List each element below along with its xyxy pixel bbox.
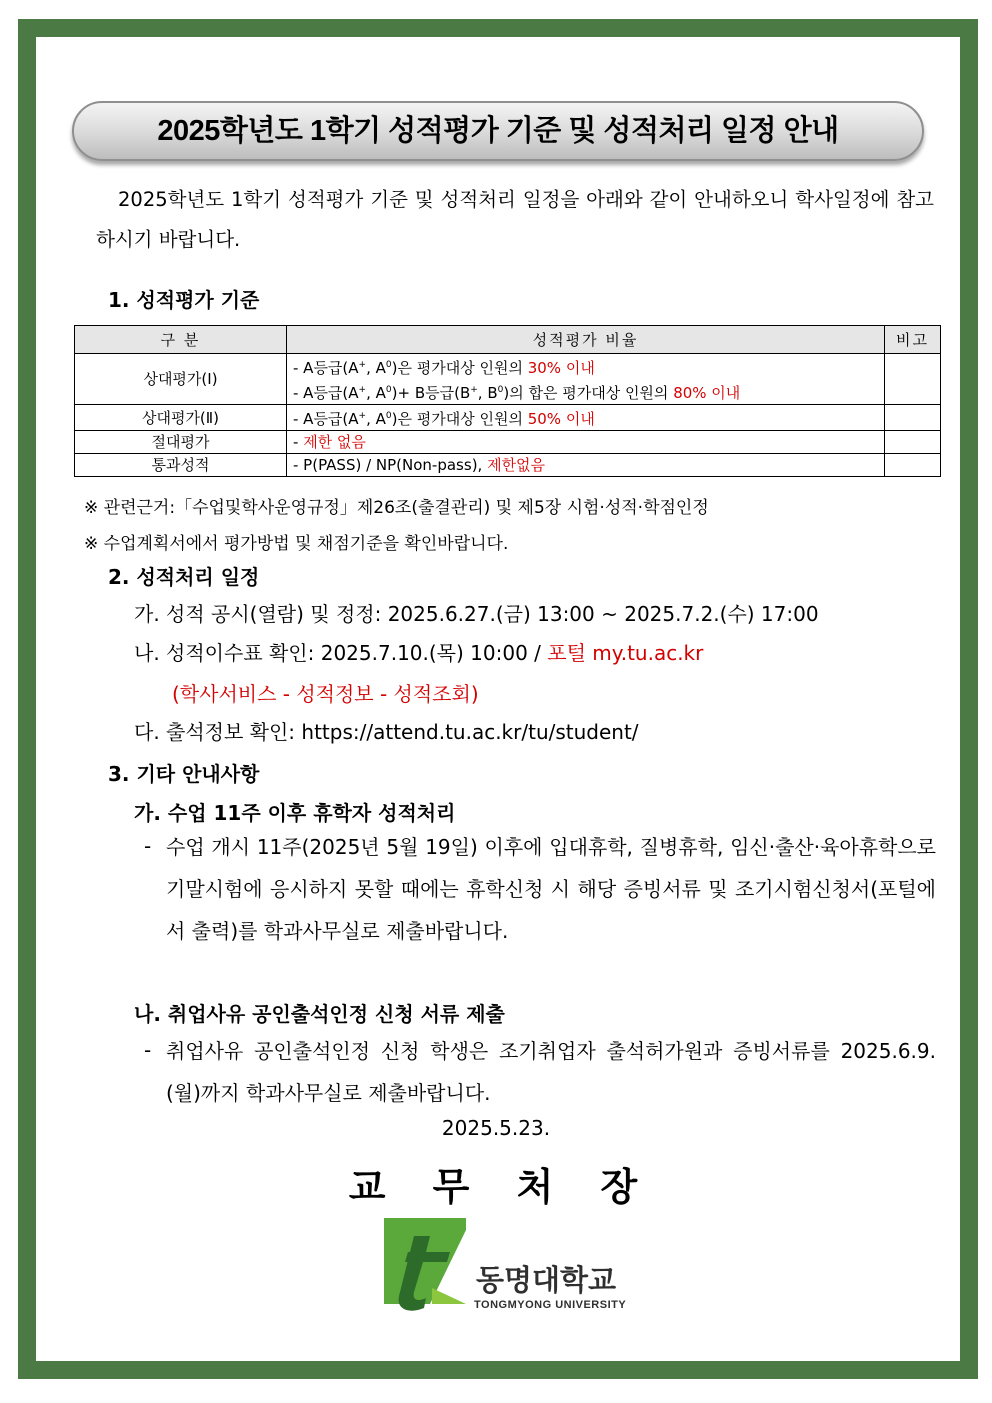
table-row xyxy=(75,431,941,454)
title-banner xyxy=(72,101,924,161)
row-category: 상대평가(Ⅰ) xyxy=(75,354,287,405)
intro-paragraph: 2025학년도 1학기 성적평가 기준 및 성적처리 일정을 아래와 같이 안내하오니 학사일정에 참고하시기 바랍니다. xyxy=(96,188,934,251)
portal-menu-path: (학사서비스 - 성적정보 - 성적조회) xyxy=(172,682,479,706)
table-row xyxy=(75,405,941,431)
schedule-attendance-check: 다. 출석정보 확인: https://attend.tu.ac.kr/tu/student/ xyxy=(134,720,639,744)
section3-na-text: 취업사유 공인출석인정 신청 학생은 조기취업자 출석허가원과 증빙서류를 2025.6.9.(월)까지 학과사무실로 제출바랍니다. xyxy=(166,1039,936,1105)
row-ratio: - A등급(A+, $A^0$)은 평가대상 인원의 50% 이내 xyxy=(287,405,885,431)
section1-heading: 1. 성적평가 기준 xyxy=(108,288,260,312)
header-ratio: 성적평가 비율 xyxy=(287,326,885,354)
header-remark: 비고 xyxy=(885,326,941,354)
row-remark xyxy=(885,431,941,454)
logo-name-english: TONGMYONG UNIVERSITY xyxy=(474,1299,627,1311)
header-category: 구 분 xyxy=(75,326,287,354)
row-remark xyxy=(885,405,941,431)
notice-date: 2025.5.23. xyxy=(441,1116,551,1140)
page-title: 2025학년도 1학기 성적평가 기준 및 성적처리 일정 안내 xyxy=(157,115,839,147)
note-syllabus: ※ 수업계획서에서 평가방법 및 채점기준을 확인바랍니다. xyxy=(84,534,509,554)
row-category: 상대평가(Ⅱ) xyxy=(75,405,287,431)
row-remark xyxy=(885,354,941,405)
dash-marker: - xyxy=(144,834,152,858)
section3-na-title: 나. 취업사유 공인출석인정 신청 서류 제출 xyxy=(134,1002,505,1026)
row-category: 통과성적 xyxy=(75,454,287,477)
section3-ga-text: 수업 개시 11주(2025년 5월 19일) 이후에 입대휴학, 질병휴학, 임신·출산·육아휴학으로 기말시험에 응시하지 못할 때에는 휴학신청 시 해당 증빙서류 및 조기시험신청서(포털에서 출력)를 학과사무실로 제출바랍니다. xyxy=(166,835,936,943)
row-remark xyxy=(885,454,941,477)
section2-heading: 2. 성적처리 일정 xyxy=(108,565,260,589)
ratio-line: - A등급(A+, $A^0$)은 평가대상 인원의 30% 이내 xyxy=(293,359,595,377)
table-header-row xyxy=(75,326,941,354)
grade-criteria-table xyxy=(74,325,941,477)
ratio-line: - A등급(A+, $A^0)+ B$등급(B+, $B^0$)의 합은 평가대상 인원의 80% 이내 xyxy=(293,384,741,402)
dash-marker: - xyxy=(144,1038,152,1062)
schedule-grade-posting: 가. 성적 공시(열람) 및 정정: 2025.6.27.(금) 13:00 ~ 2025.7.2.(수) 17:00 xyxy=(134,602,819,626)
schedule-transcript-check: 나. 성적이수표 확인: 2025.7.10.(목) 10:00 / 포털 my.tu.ac.kr xyxy=(134,641,704,665)
table-row xyxy=(75,454,941,477)
section3-heading: 3. 기타 안내사항 xyxy=(108,762,260,786)
note-legal-basis: ※ 관련근거:「수업및학사운영규정」제26조(출결관리) 및 제5장 시험·성적·학점인정 xyxy=(84,498,709,518)
section3-ga-title: 가. 수업 11주 이후 휴학자 성적처리 xyxy=(134,801,456,825)
logo-name-korean: 동명대학교 xyxy=(476,1263,617,1297)
row-ratio: - 제한 없음 xyxy=(287,431,885,454)
portal-link[interactable]: 포털 my.tu.ac.kr xyxy=(547,641,704,665)
row-ratio xyxy=(287,354,885,405)
issuer-office: 교 무 처 장 xyxy=(348,1165,644,1209)
row-category: 절대평가 xyxy=(75,431,287,454)
row-ratio: - P(PASS) / NP(Non-pass), 제한없음 xyxy=(287,454,885,477)
table-row xyxy=(75,354,941,405)
